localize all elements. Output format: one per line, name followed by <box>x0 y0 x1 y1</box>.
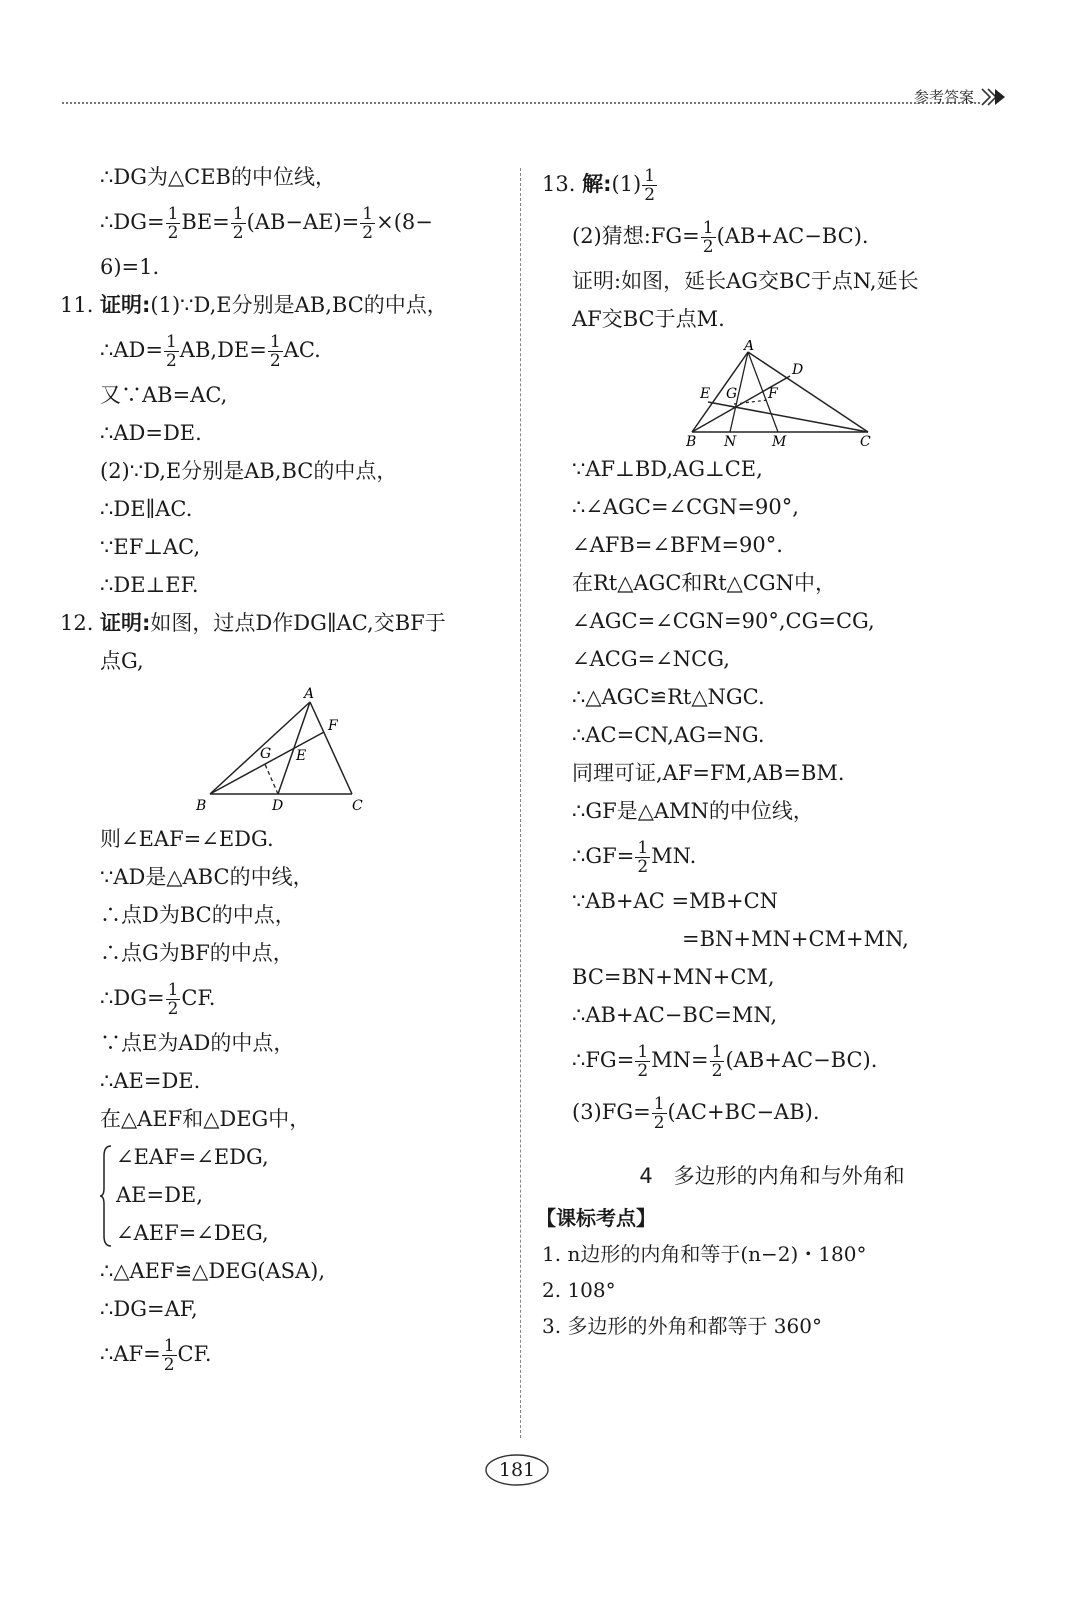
label-C: C <box>352 798 363 814</box>
text-line: ∴GF是△AMN的中位线， <box>572 799 814 823</box>
label-N: N <box>724 434 737 448</box>
chevron-right-icon <box>980 86 1008 108</box>
text-line: ∴△AEF≌△DEG(ASA), <box>100 1259 326 1283</box>
question-13: 13. 解:(1) $\frac{1}{2}$ <box>542 166 656 205</box>
text-line: ∠ACG=∠NCG, <box>572 647 730 671</box>
label-F: F <box>768 386 778 402</box>
text-line: 又∵AB=AC, <box>100 383 228 407</box>
text-line: AE=DE, <box>116 1183 203 1207</box>
kb-item: 2. 108° <box>542 1278 616 1302</box>
label-F: F <box>328 718 338 734</box>
text-line: ∴FG= $\frac{1}{2}$ MN= $\frac{1}{2}$ (AB+AC−BC). <box>572 1042 878 1081</box>
fraction: $\frac{1}{2}$ <box>232 204 244 243</box>
fraction: $\frac{1}{2}$ <box>167 980 179 1019</box>
text-line: ∵AD是△ABC的中线， <box>100 865 314 889</box>
text-line: ∴DG= $\frac{1}{2}$ BE= $\frac{1}{2}$ (AB−AE)= $\frac{1}{2}$ ×(8− <box>100 204 433 243</box>
fraction: $\frac{1}{2}$ <box>644 166 656 205</box>
text-line: ∴△AGC≌Rt△NGC. <box>572 685 765 709</box>
label-B: B <box>196 798 207 814</box>
text-line: ∴AC=CN,AG=NG. <box>572 723 765 747</box>
text-line: ∵点E为AD的中点， <box>100 1031 295 1055</box>
label-A: A <box>304 686 315 702</box>
fraction: $\frac{1}{2}$ <box>711 1042 723 1081</box>
section-title: 4 多边形的内角和与外角和 <box>639 1164 905 1188</box>
text-line: 在Rt△AGC和Rt△CGN中， <box>572 571 837 595</box>
question-12: 12. 证明:如图，过点D作DG∥AC,交BF于 <box>60 611 446 635</box>
text-line: ∴GF= $\frac{1}{2}$ MN. <box>572 838 697 877</box>
text-line: ∵AF⊥BD,AG⊥CE, <box>572 457 763 481</box>
question-11: 11. 证明:(1)∵D,E分别是AB,BC的中点， <box>60 293 448 317</box>
label-C: C <box>860 434 871 448</box>
equation-system <box>100 1138 500 1252</box>
text-line: ∠AEF=∠DEG, <box>116 1221 269 1245</box>
text-line: ∴AB+AC−BC=MN, <box>572 1003 778 1027</box>
text-line: ∴DE⊥EF. <box>100 573 199 597</box>
label-D: D <box>272 798 284 814</box>
text-line: ∴DG为△CEB的中位线， <box>100 165 336 189</box>
right-column <box>536 158 1012 1344</box>
fraction: $\frac{1}{2}$ <box>653 1094 665 1133</box>
text-line: =BN+MN+CM+MN, <box>682 927 909 951</box>
label-E: E <box>700 386 711 402</box>
text-line: ∠EAF=∠EDG, <box>116 1145 269 1169</box>
header-label: 参考答案 <box>913 88 974 106</box>
triangle-figure-13 <box>572 340 992 448</box>
text-line: ∵EF⊥AC, <box>100 535 201 559</box>
fraction: $\frac{1}{2}$ <box>163 1336 175 1375</box>
text-line: ∴DG=AF, <box>100 1297 198 1321</box>
text-line: (2)∵D,E分别是AB,BC的中点， <box>100 459 398 483</box>
text-line: ∴AD=DE. <box>100 421 202 445</box>
text-line: ∴AF= $\frac{1}{2}$ CF. <box>100 1336 212 1375</box>
text-line: 点G, <box>100 649 144 673</box>
text-line: (3)FG= $\frac{1}{2}$ (AC+BC−AB). <box>572 1094 820 1133</box>
label-M: M <box>772 434 787 448</box>
text-line: 则∠EAF=∠EDG. <box>100 827 274 851</box>
page-number: 181 <box>498 1459 536 1481</box>
text-line: BC=BN+MN+CM, <box>572 965 775 989</box>
text-line: ∠AFB=∠BFM=90°. <box>572 533 783 557</box>
kb-title: 【课标考点】 <box>536 1206 656 1230</box>
fraction: $\frac{1}{2}$ <box>637 838 649 877</box>
fraction: $\frac{1}{2}$ <box>362 204 374 243</box>
text-line: 6)=1. <box>100 255 160 279</box>
left-column <box>60 158 500 1380</box>
text-line: ∵AB+AC =MB+CN <box>572 889 779 913</box>
fraction: $\frac{1}{2}$ <box>269 332 281 371</box>
text-line: ∴点G为BF的中点， <box>100 941 294 965</box>
fraction: $\frac{1}{2}$ <box>167 204 179 243</box>
text-line: ∴点D为BC的中点， <box>100 903 296 927</box>
header-rule <box>62 102 980 104</box>
label-D: D <box>792 362 804 378</box>
brace-icon <box>100 1144 112 1248</box>
fraction: $\frac{1}{2}$ <box>702 218 714 257</box>
label-G: G <box>726 386 738 402</box>
fraction: $\frac{1}{2}$ <box>165 332 177 371</box>
text-line: 证明:如图，延长AG交BC于点N,延长 <box>572 269 919 293</box>
label-A: A <box>744 340 755 354</box>
text-line: ∠AGC=∠CGN=90°,CG=CG, <box>572 609 875 633</box>
text-line: ∴∠AGC=∠CGN=90°, <box>572 495 799 519</box>
label-E: E <box>296 748 307 764</box>
label-B: B <box>686 434 697 448</box>
text-line: ∴DE∥AC. <box>100 497 193 521</box>
text-line: 同理可证,AF=FM,AB=BM. <box>572 761 845 785</box>
label-G: G <box>260 746 272 762</box>
text-line: ∴DG= $\frac{1}{2}$ CF. <box>100 980 216 1019</box>
text-line: AF交BC于点M. <box>572 307 725 331</box>
text-line: (2)猜想:FG= $\frac{1}{2}$ (AB+AC−BC). <box>572 218 869 257</box>
fraction: $\frac{1}{2}$ <box>637 1042 649 1081</box>
text-line: ∴AD= $\frac{1}{2}$ AB,DE= $\frac{1}{2}$ AC. <box>100 332 321 371</box>
triangle-figure-12 <box>100 682 500 818</box>
column-divider <box>520 168 521 1438</box>
text-line: 在△AEF和△DEG中， <box>100 1107 311 1131</box>
kb-item: 1. n边形的内角和等于(n−2)・180° <box>542 1242 867 1266</box>
kb-item: 3. 多边形的外角和都等于 360° <box>542 1314 822 1338</box>
text-line: ∴AE=DE. <box>100 1069 201 1093</box>
